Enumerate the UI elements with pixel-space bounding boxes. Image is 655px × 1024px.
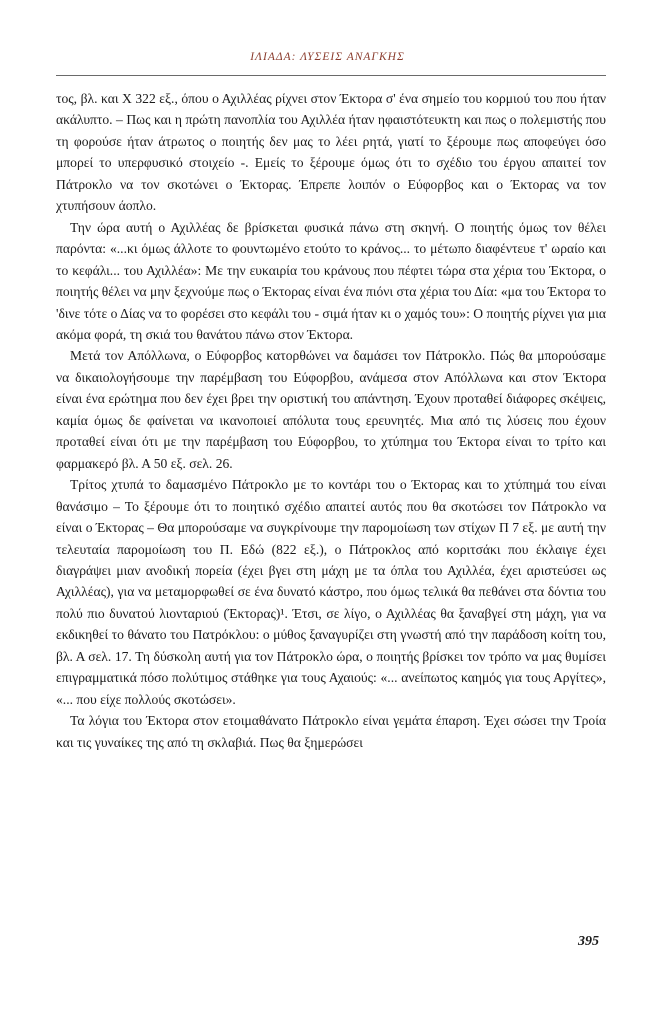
paragraph-4: Τρίτος χτυπά το δαμασμένο Πάτροκλο με το κοντάρι του ο Έκτορας και το χτύπημά του είναι θανάσιμο – Το ξέρουμε ότι το ποιητικό σχέδιο απαιτεί αυτός που θα σκοτώσει τον Πάτροκλο να είναι ο Έκτορας – Θα μπορούσαμε να συγκρίνουμε την παρομοίωση των στίχων Π 7 εξ. με αυτή την τελευταία παρομοίωση του Π. Εδώ (822 εξ.), ο Πάτροκλος από κοριτσάκι που έκλαιγε έχει διαγράψει μιαν ανοδική πορεία (έχει βγει στη μάχη με τα όπλα του Αχιλλέα, έχει αριστεύσει ως Αχιλλέας), για να μεταμορφωθεί σε ένα δυνατό κάστρο, που όμως τελικά θα πεθάνει στα δόντια του πολύ πιο δυνατού λιονταριού (Έκτορας)¹. Έτσι, σε λίγο, ο Αχιλλέας θα ξαναβγεί στη μάχη, για να εκδικηθεί το θάνατο του Πατρόκλου: ο μύθος ξαναγυρίζει στη γνωστή από την παράδοση κοίτη του, βλ. Α σελ. 17. Τη δύσκολη αυτή για τον Πάτροκλο ώρα, ο ποιητής βρίσκει τον τρόπο να μας θυμίσει επιγραμματικά πόσο πολύτιμος στάθηκε για τους Αχαιούς: «... ανείπωτος καημός για τους Αργίτες», «... που είχε πολλούς σκοτώσει». xyxy=(56,477,606,707)
paragraph-3: Μετά τον Απόλλωνα, ο Εύφορβος κατορθώνει να δαμάσει τον Πάτροκλο. Πώς θα μπορούσαμε να δικαιολογήσουμε την παρέμβαση του Εύφορβου, ανάμεσα στον Απόλλωνα και στον Έκτορα είναι ένα ερώτημα που δεν έχει βρει την οριστική του απάντηση. Έχουν προταθεί διάφορες σκέψεις, καμία όμως δε φαίνεται να ικανοποιεί απόλυτα τους ερευνητές. Μια από τις λύσεις που έχουν προταθεί είναι ότι με την παρέμβαση του Εύφορβου, το χτύπημα του Έκτορα είναι το τρίτο και φαρμακερό βλ. Α 50 εξ. σελ. 26. xyxy=(56,348,606,471)
header-divider xyxy=(56,75,606,76)
paragraph-2: Την ώρα αυτή ο Αχιλλέας δε βρίσκεται φυσικά πάνω στη σκηνή. Ο ποιητής όμως τον θέλει παρόντα: «...κι όμως άλλοτε το φουντωμένο ετούτο το κράνος... το μέτωπο διαφέντευε τ' ωραίο και το κεφάλι... του Αχιλλέα»: Με την ευκαιρία του κράνους που πέφτει τώρα στα χέρια του Έκτορα, ο ποιητής θέλει να μην ξεχνούμε πως ο Έκτορας είναι ένα πιόνι στα χέρια του Δία: «μα του Έκτορα το 'δινε τότε ο Δίας να το φορέσει στο κεφάλι του - σιμά ήταν κι ο χαμός του»: Ο ποιητής ρίχνει για μια ακόμα φορά, τη σκιά του θανάτου πάνω στον Έκτορα. xyxy=(56,219,606,342)
paragraph-1: τος, βλ. και Χ 322 εξ., όπου ο Αχιλλέας ρίχνει στον Έκτορα σ' ένα σημείο του κορμιού του που ήταν ακάλυπτο. – Πως και η πρώτη πανοπλία του Αχιλλέα ήταν ηφαιστότευκτη και πως ο πολεμιστής που τη φορούσε ήταν άτρωτος ο ποιητής δεν μας το λέει ρητά, γιατί το ξέρουμε πως αποφεύγει όσο μπορεί το υπερφυσικό στοιχείο -. Εμείς το ξέρουμε όμως ότι το σχέδιο του έργου απαιτεί τον Πάτροκλο να τον σκοτώνει ο Έκτορας. Έπρεπε λοιπόν ο Εύφορβος και ο Έκτορας να τον χτυπήσουν άοπλο. xyxy=(56,91,606,214)
body-text xyxy=(56,88,606,753)
paragraph-5: Τα λόγια του Έκτορα στον ετοιμαθάνατο Πάτροκλο είναι γεμάτα έπαρση. Έχει σώσει την Τροία και τις γυναίκες της από τη σκλαβιά. Πως θα ξημερώσει xyxy=(56,713,606,750)
page-number: 395 xyxy=(578,934,599,949)
running-header: ΙΛΙΑΔΑ: ΛΥΣΕΙΣ ΑΝΑΓΚΗΣ xyxy=(250,51,405,63)
